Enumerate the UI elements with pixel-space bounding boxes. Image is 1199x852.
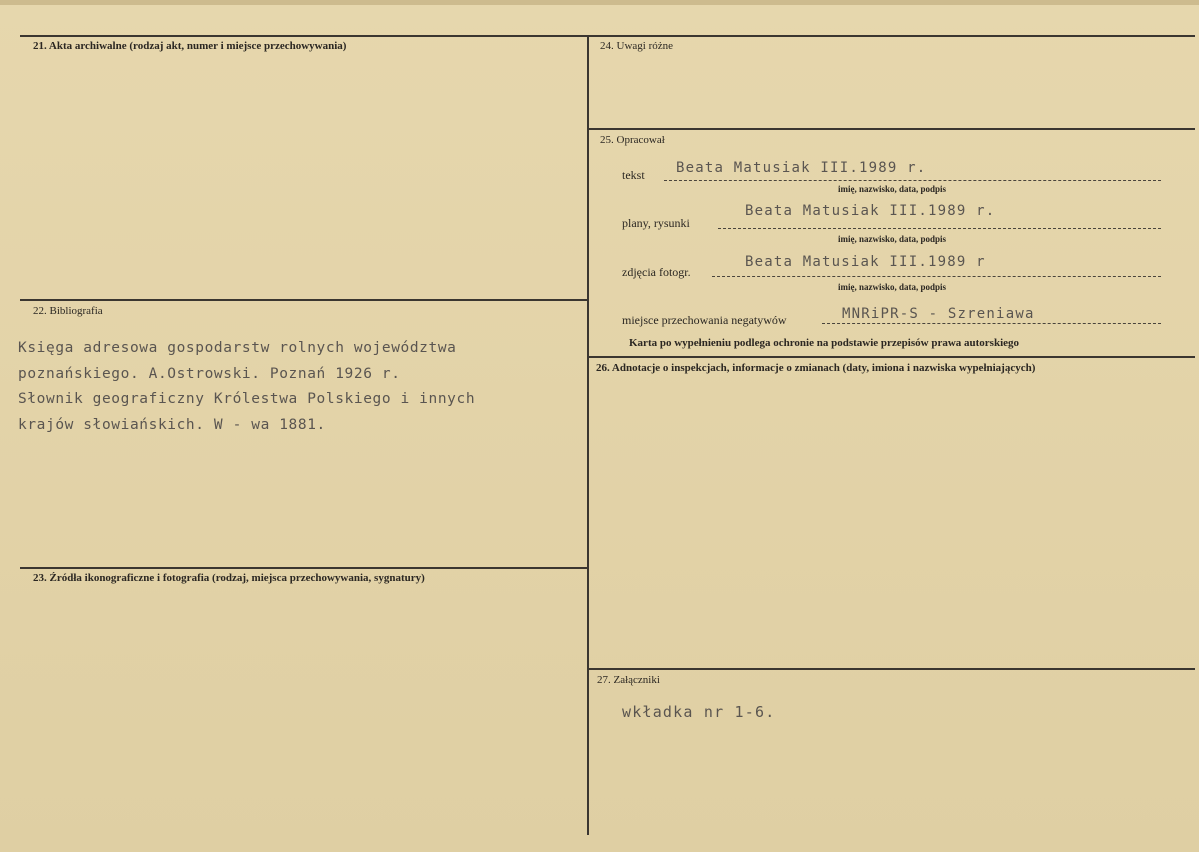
rule-26-27 <box>588 668 1195 670</box>
top-rule <box>20 35 1195 37</box>
copyright-note: Karta po wypełnieniu podlega ochronie na podstawie przepisów prawa autorskiego <box>629 337 1020 349</box>
tekst-value: Beata Matusiak III.1989 r. <box>676 160 927 176</box>
center-divider <box>587 35 589 835</box>
negatywy-line <box>822 323 1161 324</box>
section-24-header: 24. Uwagi różne <box>600 40 674 52</box>
section-22-header: 22. Bibliografia <box>33 305 103 317</box>
zdjecia-label: zdjęcia fotogr. <box>622 265 691 279</box>
rule-22-23 <box>20 567 588 569</box>
section-25-header: 25. Opracował <box>600 134 665 146</box>
section-26-header: 26. Adnotacje o inspekcjach, informacje o zmianach (daty, imiona i nazwiska wypełniających) <box>596 362 1036 374</box>
zdjecia-value: Beata Matusiak III.1989 r <box>745 254 986 270</box>
bibliography-line: Słownik geograficzny Królestwa Polskiego i innych <box>18 391 476 407</box>
plany-value: Beata Matusiak III.1989 r. <box>745 203 996 219</box>
bibliography-line: Księga adresowa gospodarstw rolnych województwa <box>18 340 457 356</box>
section-21-header: 21. Akta archiwalne (rodzaj akt, numer i miejsce przechowywania) <box>33 40 347 52</box>
plany-line <box>718 228 1161 229</box>
bibliography-line: poznańskiego. A.Ostrowski. Poznań 1926 r. <box>18 365 401 382</box>
plany-caption: imię, nazwisko, data, podpis <box>838 234 947 244</box>
bibliography-text <box>18 336 475 438</box>
negatywy-label: miejsce przechowania negatywów <box>622 313 787 327</box>
section-23-header: 23. Źródła ikonograficzne i fotografia (rodzaj, miejsca przechowywania, sygnatury) <box>33 572 425 584</box>
zdjecia-line <box>712 276 1161 277</box>
tekst-caption: imię, nazwisko, data, podpis <box>838 184 947 194</box>
rule-24-25 <box>588 128 1195 130</box>
tekst-line <box>664 180 1161 181</box>
attachments-value: wkładka nr 1-6. <box>622 703 776 721</box>
card-top-edge <box>0 0 1199 5</box>
rule-21-22 <box>20 299 588 301</box>
bibliography-line: krajów słowiańskich. W - wa 1881. <box>18 416 326 433</box>
negatywy-value: MNRiPR-S - Szreniawa <box>842 306 1035 322</box>
rule-25-26 <box>588 356 1195 358</box>
plany-label: plany, rysunki <box>622 216 690 230</box>
zdjecia-caption: imię, nazwisko, data, podpis <box>838 282 947 292</box>
section-27-header: 27. Załączniki <box>597 674 660 686</box>
tekst-label: tekst <box>622 168 645 182</box>
